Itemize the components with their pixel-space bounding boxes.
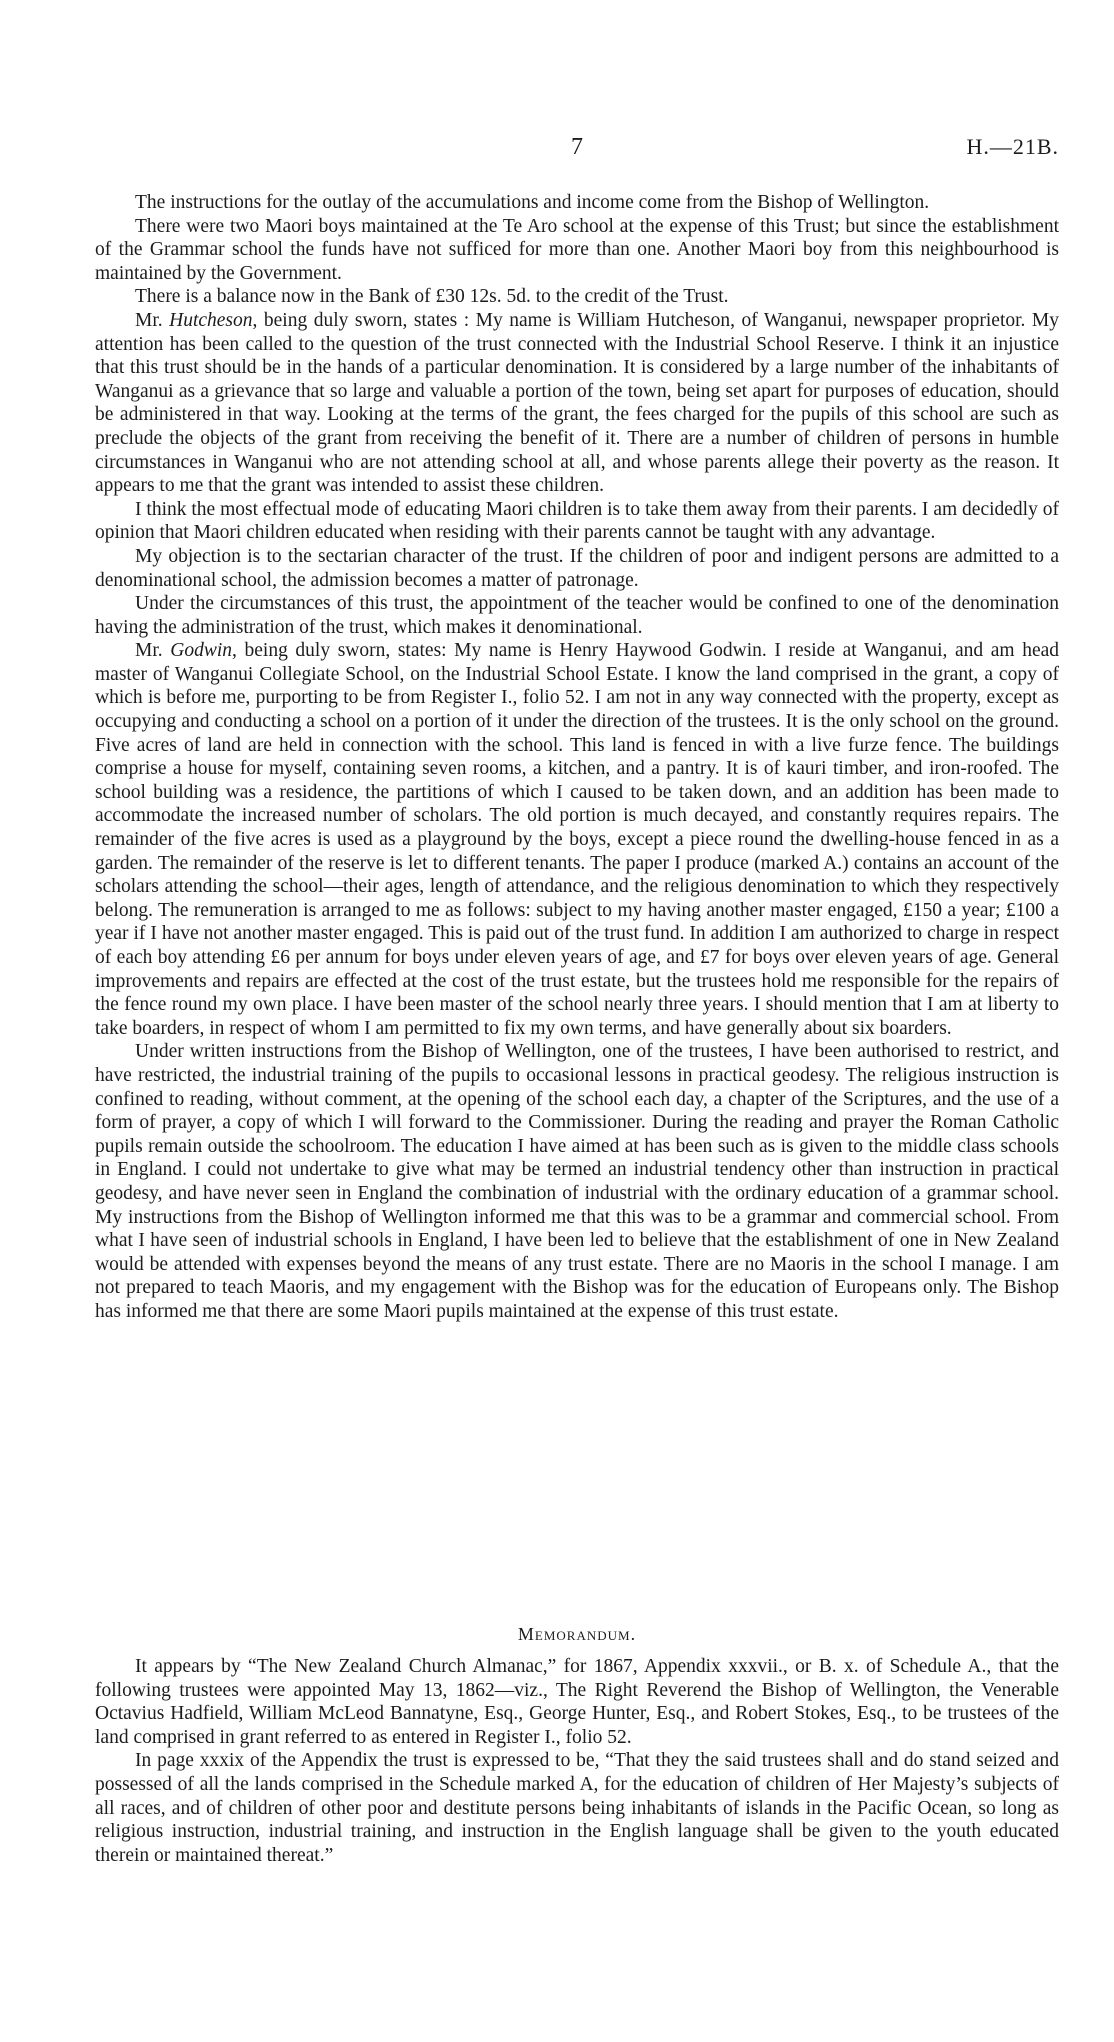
paragraph bbox=[95, 215, 1059, 286]
paragraph-text: , being duly sworn, states : My name is William Hutcheson, of Wanganui, newspaper proprietor. My attention has been called to the question of the trust connected with the Industrial School Reserve. I think it an injustice that this trust should be in the hands of a particular denomination. It is considered by a large number of the inhabitants of Wanganui as a grievance that so large and valuable a portion of the town, being set apart for purposes of education, should be administered in that way. Looking at the terms of the grant, the fees charged for the pupils of this school are such as preclude the objects of the grant from receiving the benefit of it. There are a number of children of persons in humble circumstances in Wanganui who are not attending school at all, and whose parents allege their poverty as the reason. It appears to me that the grant was intended to assist these children. bbox=[95, 309, 1059, 497]
memorandum-paragraph bbox=[95, 1655, 1059, 1749]
paragraph-prefix: Mr. bbox=[135, 309, 170, 331]
paragraph bbox=[95, 309, 1059, 498]
paragraph bbox=[95, 191, 1059, 215]
paragraph bbox=[95, 639, 1059, 1040]
memorandum-heading: Memorandum. bbox=[517, 1624, 637, 1644]
paragraph-text: , being duly sworn, states: My name is Henry Haywood Godwin. I reside at Wanganui, and am head master of Wanganui Collegiate School, on the Industrial School Estate. I know the land comprised in the grant, a copy of which is before me, purporting to be from Register I., folio 52. I am not in any way connected with the property, except as occupying and conducting a school on a portion of it under the direction of the trustees. It is the only school on the ground. Five acres of land are held in connection with the school. This land is fenced in with a live furze fence. The buildings comprise a house for myself, containing seven rooms, a kitchen, and a pantry. It is of kauri timber, and iron-roofed. The school building was a residence, the partitions of which I caused to be taken down, and an addition has been made to accommodate the increased number of scholars. The old portion is much decayed, and constantly requires repairs. The remainder of the five acres is used as a playground by the boys, except a piece round the dwelling-house fenced in as a garden. The remainder of the reserve is let to different tenants. The paper I produce (marked A.) contains an account of the scholars attending the school—their ages, length of attendance, and the religious denomination to which they respectively belong. The remuneration is arranged to me as follows: subject to my having another master engaged, £150 a year; £100 a year if I have not another master engaged. This is paid out of the trust fund. In addition I am authorized to charge in respect of each boy attending £6 per annum for boys under eleven years of age, and £7 for boys over eleven years of age. General improvements and repairs are effected at the cost of the trust estate, but the trustees hold me responsible for the repairs of the fence round my own place. I have been master of the school nearly three years. I should mention that I am at liberty to take boarders, in respect of whom I am permitted to fix my own terms, and have generally about six boarders. bbox=[95, 640, 1060, 1039]
paragraph-text: The instructions for the outlay of the accumulations and income come from the Bishop of Wellington. bbox=[135, 192, 930, 213]
body-text bbox=[95, 191, 1059, 1324]
paragraph bbox=[95, 545, 1059, 592]
memorandum-text bbox=[95, 1655, 1059, 1867]
paragraph bbox=[95, 498, 1059, 545]
page-number: 7 bbox=[571, 134, 583, 160]
paragraph-text: It appears by “The New Zealand Church Almanac,” for 1867, Appendix xxxvii., or B. x. of Schedule A., that the following trustees were appointed May 13, 1862—viz., The Right Reverend the Bishop of Wellington, the Venerable Octavius Hadfield, William McLeod Bannatyne, Esq., George Hunter, Esq., and Robert Stokes, Esq., to be trustees of the land comprised in grant referred to as entered in Register I., folio 52. bbox=[95, 1656, 1059, 1748]
paragraph-text: There were two Maori boys maintained at the Te Aro school at the expense of this Trust; but since the establishment of the Grammar school the funds have not sufficed for more than one. Another Maori boy from this neighbourhood is maintained by the Government. bbox=[95, 215, 1059, 284]
paragraph-prefix: Mr. bbox=[135, 640, 171, 662]
page-header bbox=[95, 134, 1059, 168]
paragraph-text: There is a balance now in the Bank of £30 12s. 5d. to the credit of the Trust. bbox=[135, 286, 729, 308]
paragraph-text: In page xxxix of the Appendix the trust is expressed to be, “That they the said trustees shall and do stand seized and possessed of all the lands comprised in the Schedule marked A, for the education of children of Her Majesty’s subjects of all races, and of children of other poor and destitute persons being inhabitants of islands in the Pacific Ocean, so long as religious instruction, industrial training, and instruction in the English language shall be given to the youth educated therein or maintained thereat.” bbox=[95, 1750, 1059, 1866]
paragraph-text: Under written instructions from the Bishop of Wellington, one of the trustees, I have been authorised to restrict, and have restricted, the industrial training of the pupils to occasional lessons in practical geodesy. The religious instruction is confined to reading, without comment, at the opening of the school each day, a chapter of the Scriptures, and the use of a form of prayer, a copy of which I will forward to the Commissioner. During the reading and prayer the Roman Catholic pupils remain outside the schoolroom. The education I have aimed at has been such as is given to the middle class schools in England. I could not undertake to give what may be termed an industrial tendency other than instruction in practical geodesy, and have never seen in England the combination of industrial with the ordinary education of a grammar school. My instructions from the Bishop of Wellington informed me that this was to be a grammar and commercial school. From what I have seen of industrial schools in England, I have been led to believe that the establishment of one in New Zealand would be attended with expenses beyond the means of any trust estate. There are no Maoris in the school I manage. I am not prepared to teach Maoris, and my engagement with the Bishop was for the education of Europeans only. The Bishop has informed me that there are some Maori pupils maintained at the expense of this trust estate. bbox=[95, 1041, 1059, 1322]
paragraph bbox=[95, 285, 1059, 309]
paragraph-text: I think the most effectual mode of educating Maori children is to take them away from their parents. I am decidedly of opinion that Maori children educated when residing with their parents cannot be taught with any advantage. bbox=[95, 498, 1059, 544]
paragraph bbox=[95, 1040, 1059, 1323]
paragraph bbox=[95, 592, 1059, 639]
witness-name: Hutcheson bbox=[169, 309, 253, 331]
paragraph-text: Under the circumstances of this trust, the appointment of the teacher would be confined to one of the denomination having the administration of the trust, which makes it denominational. bbox=[95, 593, 1059, 638]
memorandum-paragraph bbox=[95, 1749, 1059, 1867]
witness-name: Godwin bbox=[170, 640, 233, 662]
document-reference: H.—21B. bbox=[966, 134, 1059, 159]
paragraph-text: My objection is to the sectarian character of the trust. If the children of poor and indigent persons are admitted to a denominational school, the admission becomes a matter of patronage. bbox=[95, 545, 1059, 591]
